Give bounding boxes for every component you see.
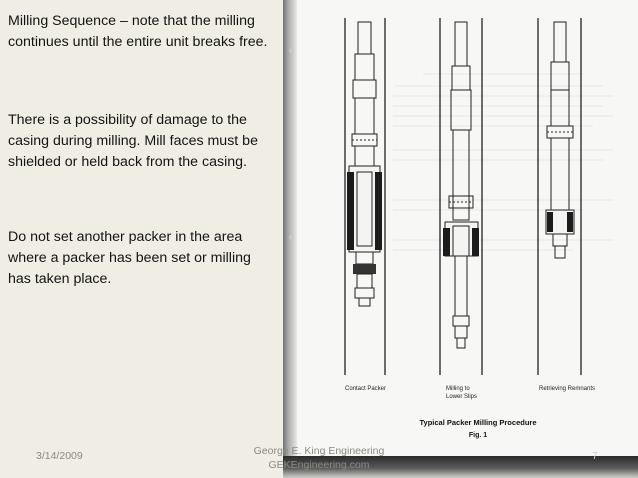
text-panel bbox=[0, 0, 283, 478]
paragraph-casing-damage: There is a possibility of damage to the casing during milling. Mill faces must be shielded or held back from the casing. bbox=[8, 112, 258, 170]
footer-attribution bbox=[245, 444, 393, 472]
figure-number: Fig. 1 bbox=[468, 432, 488, 439]
diagram-contact-packer bbox=[345, 18, 385, 375]
diagram-retrieving-remnants bbox=[538, 18, 581, 375]
panel-label-milling-line1: Milling to bbox=[446, 386, 470, 392]
panel-label-milling-line2: Lower Slips bbox=[446, 394, 478, 400]
panel-label-contact-packer: Contact Packer bbox=[345, 386, 387, 392]
figure-caption: Typical Packer Milling Procedure bbox=[419, 418, 537, 427]
paragraph-milling-sequence: Milling Sequence – note that the milling continues until the entire unit breaks free. bbox=[8, 13, 268, 50]
footer-attribution-line2: GEKEngineering.com bbox=[268, 459, 370, 471]
packer-milling-figure bbox=[283, 0, 638, 462]
footer-attribution-line1: George E. King Engineering bbox=[253, 445, 385, 457]
footer-date: 3/14/2009 bbox=[36, 450, 83, 462]
paragraph-packer-warning: Do not set another packer in the area where a packer has been set or milling has taken place. bbox=[8, 229, 251, 287]
footer-page-number: 7 bbox=[592, 450, 598, 462]
panel-label-retrieving-remnants: Retrieving Remnants bbox=[539, 386, 596, 392]
diagram-milling-to-lower-slips bbox=[440, 18, 482, 375]
bleed-through-text bbox=[393, 74, 613, 250]
